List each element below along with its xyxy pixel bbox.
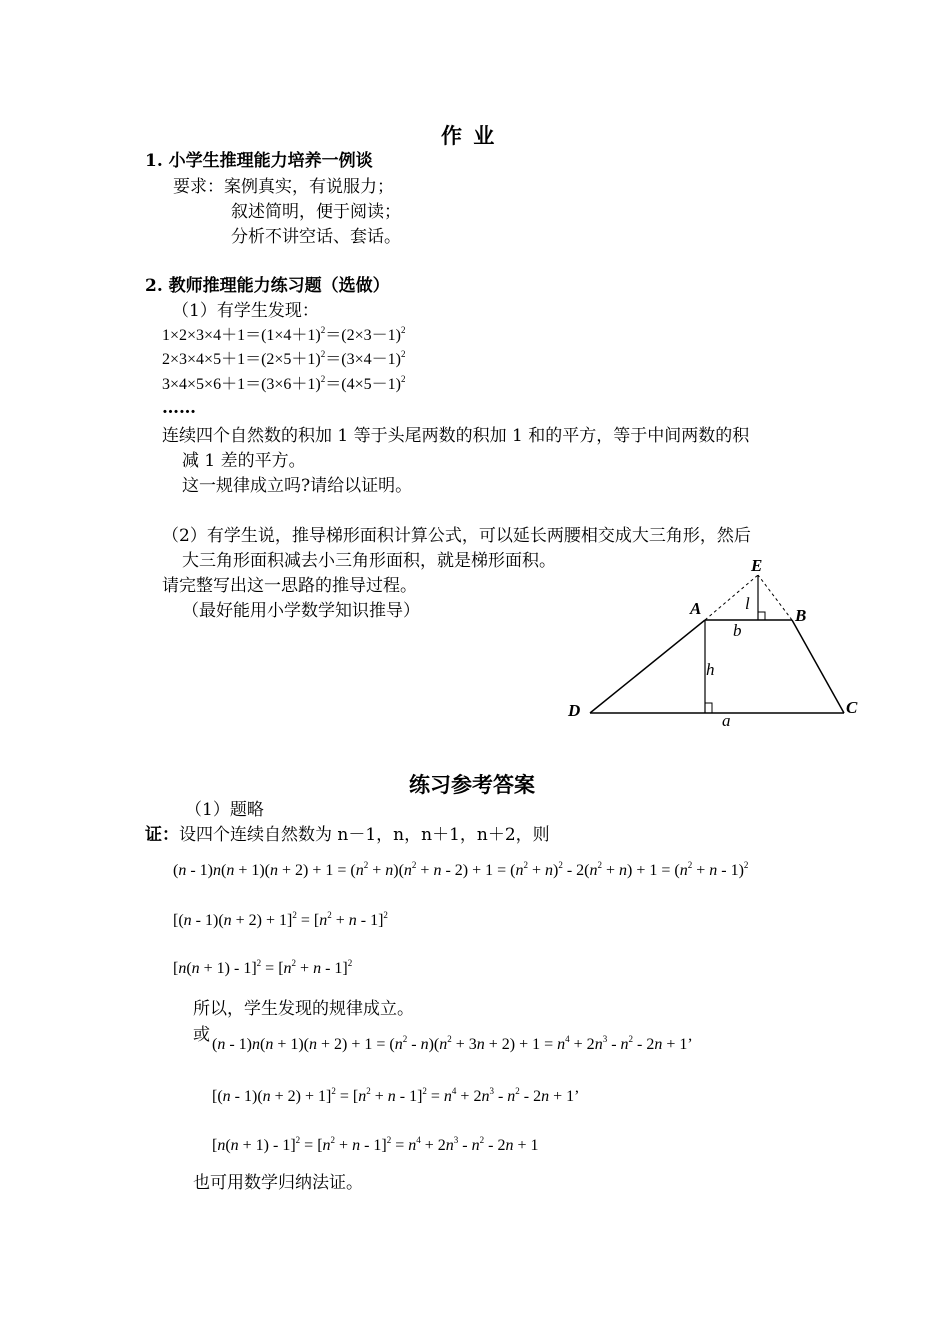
- answers-title: 练习参考答案: [409, 772, 535, 797]
- induction-note: 也可用数学归纳法证。: [193, 1173, 363, 1193]
- equation-row-1: $1\times 2\times 3\times 4+1=(1\times 4+1)^2=(2\times 3-1)^2$: [162, 324, 406, 344]
- answers-part1-label: （1）题略: [185, 800, 264, 820]
- part1-question: 这一规律成立吗?请给以证明。: [182, 476, 413, 496]
- hw2-heading: 2. 教师推理能力练习题（选做）: [145, 276, 390, 296]
- hw1-heading: 1. 小学生推理能力培养一例谈: [145, 151, 373, 171]
- part2-text-line-3: 请完整写出这一思路的推导过程。: [162, 576, 417, 596]
- equation-row-2: $2\times 3\times 4\times 5+1=(2\times 5+1)^2=(3\times 4-1)^2$: [162, 348, 406, 368]
- proof-equation-1: $(n - 1)n(n + 1)(n + 2) + 1 = (n^2 + n)(n^2 + n - 2) + 1 = (n^2 + n)^2 - 2(n^2 + n) + 1 = (n^2 + n - 1)^2$: [173, 859, 749, 879]
- right-angle-mark-h: [705, 703, 712, 713]
- equation-row-3: $3\times 4\times 5\times 6+1=(3\times 6+1)^2=(4\times 5-1)^2$: [162, 373, 406, 393]
- proof-equation-3: $[n(n + 1) - 1]^2 = [n^2 + n - 1]^2$: [173, 957, 353, 977]
- extension-ae: [705, 575, 758, 620]
- proof-label: 证：: [145, 825, 179, 845]
- proof-conclusion: 所以，学生发现的规律成立。: [193, 999, 414, 1019]
- label-l: l: [745, 594, 750, 613]
- hw1-requirement-2: 叙述简明，便于阅读；: [231, 202, 401, 222]
- label-a: A: [690, 599, 702, 618]
- label-c: C: [846, 698, 858, 717]
- segment-da: [590, 620, 705, 713]
- part2-text-line-1: （2）有学生说，推导梯形面积计算公式，可以延长两腰相交成大三角形，然后: [162, 526, 751, 546]
- part1-text-line-1: 连续四个自然数的积加 1 等于头尾两数的积加 1 和的平方，等于中间两数的积: [162, 426, 750, 446]
- label-b-lower: b: [733, 621, 742, 640]
- label-e: E: [751, 556, 763, 575]
- right-angle-mark-l: [758, 612, 765, 620]
- label-d: D: [568, 701, 581, 720]
- page-title: 作 业: [441, 123, 497, 148]
- proof-line: [145, 824, 550, 846]
- or-label: 或: [193, 1025, 210, 1045]
- alt-equation-3: $[n(n + 1) - 1]^2 = [n^2 + n - 1]^2 = n^4 + 2n^3 - n^2 - 2n + 1$: [212, 1134, 539, 1154]
- label-b: B: [795, 606, 807, 625]
- proof-intro: 设四个连续自然数为 n－1，n，n＋1，n＋2，则: [179, 825, 550, 845]
- part1-text-line-2: 减 1 差的平方。: [182, 451, 306, 471]
- extension-be: [758, 575, 792, 620]
- hw2-part1-label: （1）有学生发现：: [172, 301, 319, 321]
- label-h: h: [706, 660, 715, 679]
- alt-equation-2: $[(n - 1)(n + 2) + 1]^2 = [n^2 + n - 1]^2 = n^4 + 2n^3 - n^2 - 2n + 1$’: [212, 1085, 580, 1105]
- hw1-requirement-3: 分析不讲空话、套话。: [231, 227, 401, 247]
- part2-text-line-2: 大三角形面积减去小三角形面积，就是梯形面积。: [182, 551, 556, 571]
- segment-bc: [792, 620, 844, 713]
- alt-equation-1: $(n - 1)n(n + 1)(n + 2) + 1 = (n^2 - n)(n^2 + 3n + 2) + 1 = n^4 + 2n^3 - n^2 - 2n + 1$’: [212, 1033, 693, 1053]
- proof-equation-2: $[(n - 1)(n + 2) + 1]^2 = [n^2 + n - 1]^2$: [173, 909, 388, 929]
- ellipsis: ……: [162, 398, 196, 418]
- hw1-requirement-1: 要求：案例真实，有说服力；: [173, 177, 394, 197]
- part2-text-line-4: （最好能用小学数学知识推导）: [182, 601, 420, 621]
- label-a-lower: a: [722, 711, 731, 730]
